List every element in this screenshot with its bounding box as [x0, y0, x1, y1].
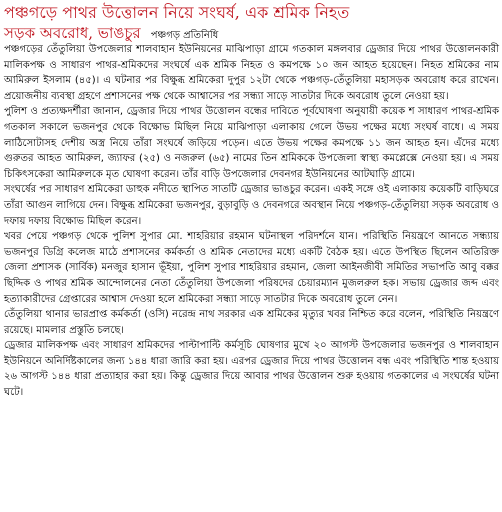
paragraph: পঞ্চগড়ের তেঁতুলিয়া উপজেলার শালবাহান ইউনিয়নের মাঝিপাড়া গ্রামে গতকাল মঙ্গলবার ড্রেজার দিয়ে পাথর উত্তোলনকারী মালিকপক্ষ ও সাধারণ পাথর-শ্রমিকদের সংঘর্ষে এক শ্রমিক নিহত ও কমপক্ষে ১০ জন আহত হয়েছেন। নিহত শ্রমিকের নাম আমিরুল ইসলাম (৪৫)। এ ঘটনার পর বিক্ষুব্ধ শ্রমিকেরা দুপুর ১২টা থেকে পঞ্চগড়-তেঁতুলিয়া মহাসড়ক অবরোধ করে রাখেন। প্রয়োজনীয় ব্যবস্থা গ্রহণে প্রশাসনের পক্ষ থেকে আশ্বাসের পর সন্ধ্যা সাড়ে সাতটার দিকে অবরোধ তুলে নেওয়া হয়। [4, 44, 499, 102]
paragraph: তেঁতুলিয়া থানার ভারপ্রাপ্ত কর্মকর্তা (ওসি) নরেন্দ্র নাথ সরকার এক শ্রমিকের মৃত্যুর খবর নিশ্চিত করে বলেন, পরিস্থিতি নিয়ন্ত্রণে রয়েছে। মামলার প্রস্তুতি চলছে। [4, 309, 499, 336]
reporter-byline: পঞ্চগড় প্রতিনিধি [150, 30, 219, 41]
paragraph: খবর পেয়ে পঞ্চগড় থেকে পুলিশ সুপার মো. শাহরিয়ার রহমান ঘটনাস্থল পরিদর্শনে যান। পরিস্থিতি নিয়ন্ত্রণে আনতে সন্ধ্যায় ভজনপুর ডিগ্রি কলেজ মাঠে প্রশাসনের কর্মকর্তা ও শ্রমিক নেতাদের মধ্যে একটি বৈঠক হয়। এতে উপস্থিত ছিলেন অতিরিক্ত জেলা প্রশাসক (সার্বিক) মনজুর হাসান ভূঁইয়া, পুলিশ সুপার শাহরিয়ার রহমান, জেলা আইনজীবী সমিতির সভাপতি আবু বক্কর ছিদ্দিক ও পাথর শ্রমিক আন্দোলনের নেতা তেঁতুলিয়া উপজেলা পরিষদের চেয়ারম্যান মুজলরুল হক। সভায় ড্রেজার জব্দ এবং হত্যাকারীদের গ্রেপ্তারের আশ্বাস দেওয়া হলে শ্রমিকেরা সন্ধ্যা সাড়ে সাতটার দিকে অবরোধ তুলে নেন। [4, 231, 499, 305]
paragraph: পুলিশ ও প্রত্যক্ষদর্শীরা জানান, ড্রেজার দিয়ে পাথর উত্তোলন বন্ধের দাবিতে পূর্বঘোষণা অনুযায়ী কয়েক শ সাধারণ পাথর-শ্রমিক গতকাল সকালে ভজনপুর থেকে বিক্ষোভ মিছিল নিয়ে মাঝিপাড়া এলাকায় গেলে উভয় পক্ষের মধ্যে সংঘর্ষ বাধে। এ সময় লাঠিসোটাসহ দেশীয় অস্ত্র নিয়ে তাঁরা সংঘর্ষে জড়িয়ে পড়েন। এতে উভয় পক্ষের কমপক্ষে ১১ জন আহত হন। এঁদের মধ্যে গুরুতর আহত আমিরুল, জ্যাফর (২৫) ও নজরুল (৬৫) নামের তিন শ্রমিককে উপজেলা স্বাস্থ্য কমপ্লেক্সে নেওয়া হয়। এ সময় চিকিৎসকেরা আমিরুলকে মৃত ঘোষণা করেন। তাঁর বাড়ি উপজেলার দেবনগর ইউনিয়নের আটঘাড়ি গ্রামে। [4, 106, 499, 180]
kicker: সড়ক অবরোধ, ভাঙচুর [4, 24, 141, 42]
article-body [4, 42, 499, 401]
paragraph: ড্রেজার মালিকপক্ষ এবং সাধারণ শ্রমিকদের পাল্টাপাল্টি কর্মসূচি ঘোষণার মুখে ২০ আগস্ট উপজেলার ভজনপুর ও শালবাহান ইউনিয়নে অনির্দিষ্টকালের জন্য ১৪৪ ধারা জারি করা হয়। এরপর ড্রেজার দিয়ে পাথর উত্তোলন বন্ধ এবং পরিস্থিতি শান্ত হওয়ায় ২৬ আগস্ট ১৪৪ ধারা প্রত্যাহার করা হয়। কিন্তু ড্রেজার দিয়ে আবার পাথর উত্তোলন শুরু হওয়ায় গতকালের এ সংঘর্ষের ঘটনা ঘটে। [4, 340, 499, 399]
subheadline-row [4, 23, 499, 42]
paragraph: সংঘর্ষের পর সাধারণ শ্রমিকেরা ডাহুক নদীতে স্থাপিত সাতটি ড্রেজার ভাঙচুর করেন। একই সঙ্গে ওই এলাকায় কয়েকটি বাড়িঘরে তাঁরা আগুন লাগিয়ে দেন। বিক্ষুব্ধ শ্রমিকেরা ভজনপুর, বুড়াবুড়ি ও দেবনগরে অবস্থান নিয়ে পঞ্চগড়-তেঁতুলিয়া সড়ক অবরোধ ও দফায় দফায় বিক্ষোভ মিছিল করেন। [4, 184, 499, 227]
headline: পঞ্চগড়ে পাথর উত্তোলন নিয়ে সংঘর্ষ, এক শ্রমিক নিহত [4, 3, 350, 22]
